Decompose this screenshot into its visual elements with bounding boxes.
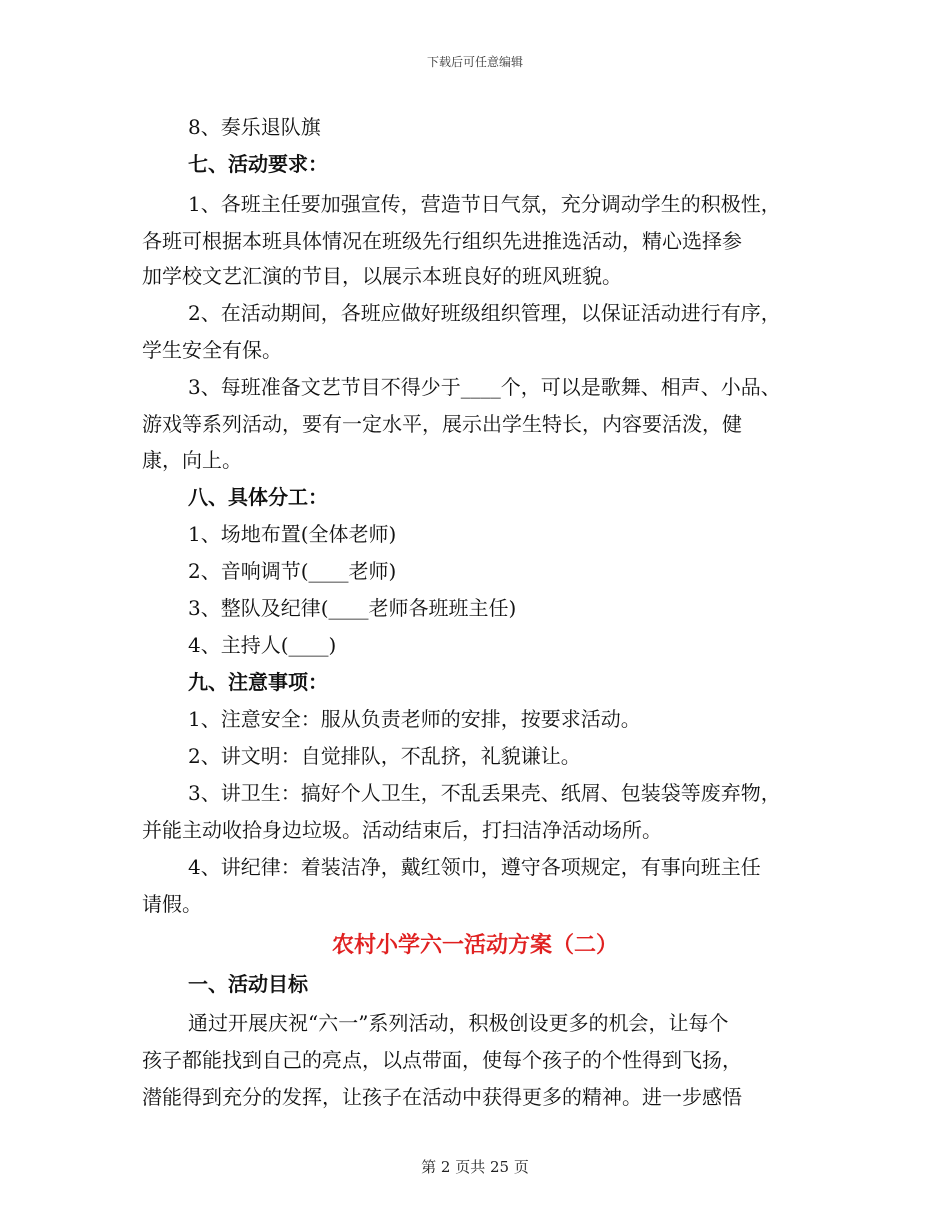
paragraph-line: 1、各班主任要加强宣传，营造节日气氛，充分调动学生的积极性， (188, 192, 781, 216)
paragraph-line: 2、在活动期间，各班应做好班级组织管理，以保证活动进行有序， (188, 301, 781, 325)
section-heading: 八、具体分工： (188, 485, 328, 509)
paragraph-line: 孩子都能找到自己的亮点，以点带面，使每个孩子的个性得到飞扬， (142, 1048, 742, 1072)
list-item: 2、讲文明：自觉排队，不乱挤，礼貌谦让。 (188, 744, 581, 768)
paragraph-line: 3、讲卫生：搞好个人卫生，不乱丢果壳、纸屑、包装袋等废弃物， (188, 781, 781, 805)
paragraph-line: 3、每班准备文艺节目不得少于____个，可以是歌舞、相声、小品、 (188, 375, 781, 399)
list-item: 3、整队及纪律(____老师各班班主任) (188, 596, 517, 620)
section-heading: 九、注意事项： (188, 670, 328, 694)
document-title: 农村小学六一活动方案（二） (331, 932, 618, 958)
list-item: 2、音响调节(____老师) (188, 559, 397, 583)
paragraph-line: 学生安全有保。 (142, 338, 282, 362)
paragraph-line: 游戏等系列活动，要有一定水平，展示出学生特长，内容要活泼，健 (142, 412, 742, 436)
paragraph-line: 潜能得到充分的发挥，让孩子在活动中获得更多的精神。进一步感悟 (142, 1085, 742, 1109)
paragraph-line: 康，向上。 (142, 448, 242, 472)
paragraph-line: 通过开展庆祝“六一”系列活动，积极创设更多的机会，让每个 (188, 1011, 729, 1035)
page-footer: 第 2 页共 25 页 (421, 1158, 529, 1176)
paragraph-line: 加学校文艺汇演的节目，以展示本班良好的班风班貌。 (142, 264, 622, 288)
list-item: 4、主持人(____) (188, 633, 337, 657)
list-item: 1、场地布置(全体老师) (188, 522, 397, 546)
section-heading: 七、活动要求： (188, 152, 328, 176)
list-item: 1、注意安全：服从负责老师的安排，按要求活动。 (188, 707, 641, 731)
paragraph-line: 并能主动收拾身边垃圾。活动结束后，打扫洁净活动场所。 (142, 818, 662, 842)
paragraph-line: 各班可根据本班具体情况在班级先行组织先进推选活动，精心选择参 (142, 229, 742, 253)
section-heading: 一、活动目标 (188, 972, 308, 996)
paragraph-line: 请假。 (142, 892, 202, 916)
list-item: 8、奏乐退队旗 (188, 115, 321, 139)
paragraph-line: 4、讲纪律：着装洁净，戴红领巾，遵守各项规定，有事向班主任 (188, 855, 761, 879)
page-header: 下载后可任意编辑 (426, 55, 523, 69)
